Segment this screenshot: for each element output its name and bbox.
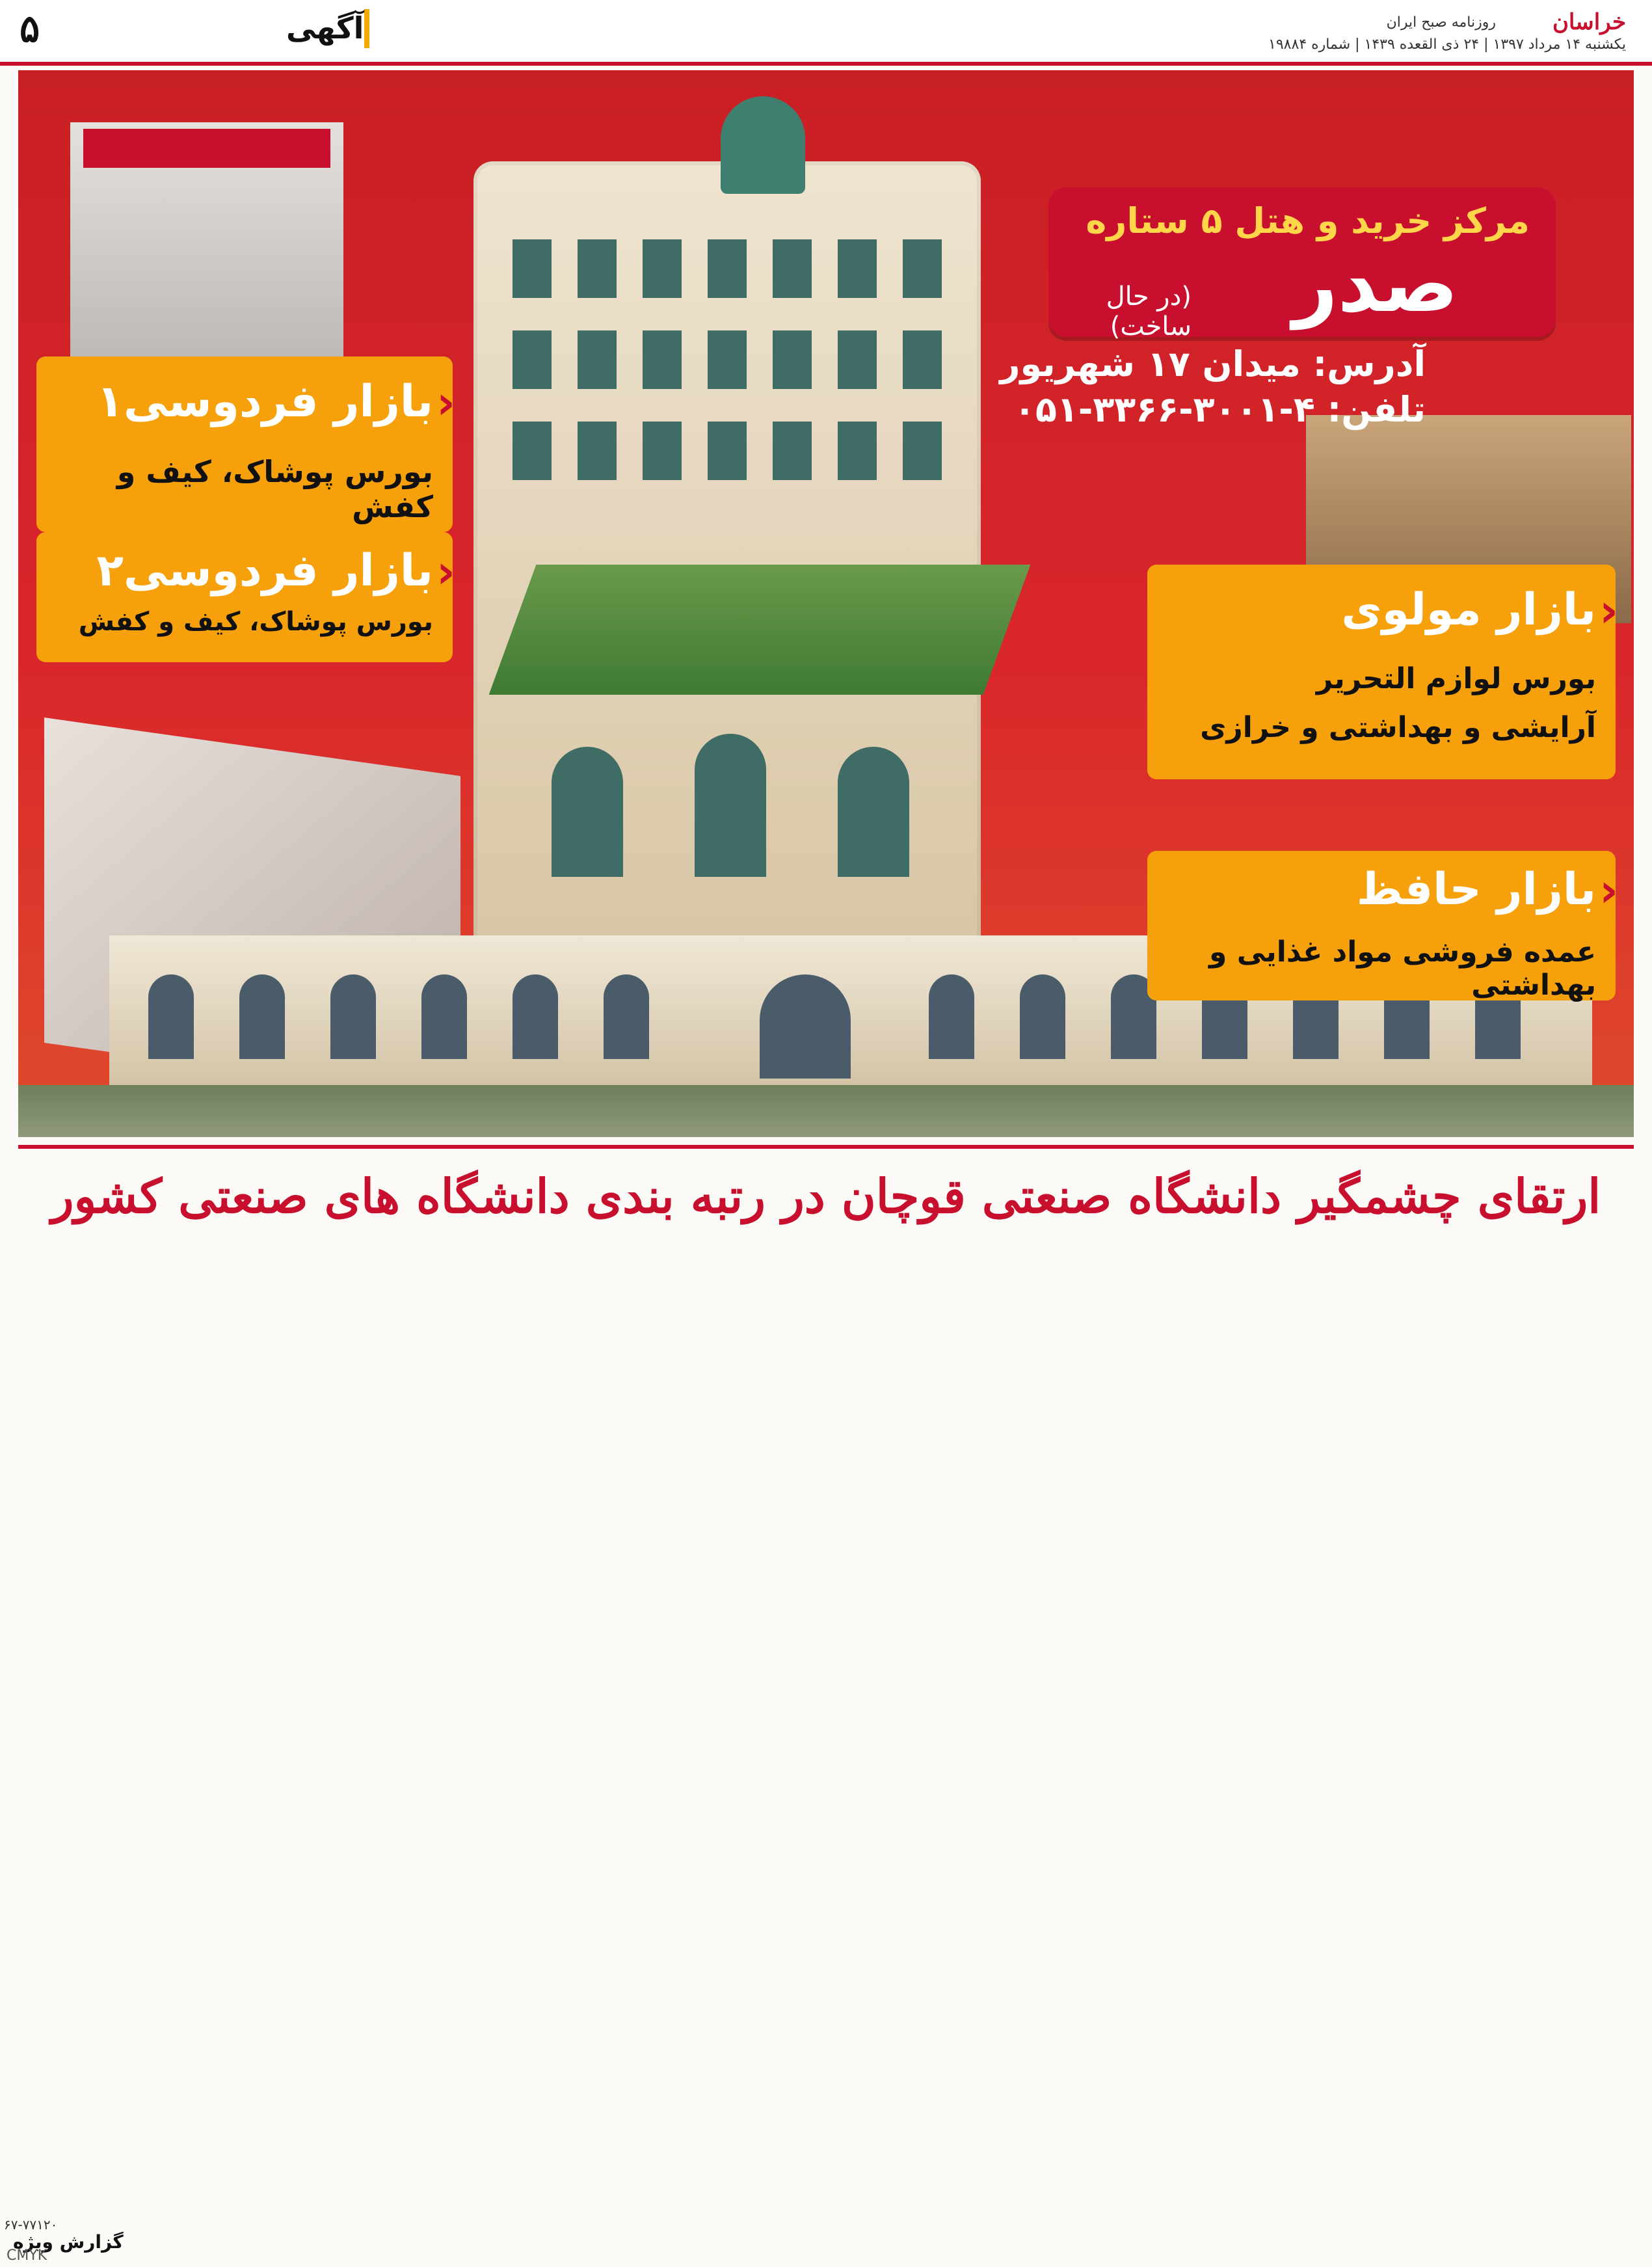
ad-phone: تلفن: ۴-۳۰۰۱-۳۳۶۶-۰۵۱ bbox=[1014, 389, 1426, 430]
newspaper-tagline: روزنامه صبح ایران bbox=[1386, 14, 1496, 31]
article-byline: گزارش ویژه bbox=[13, 2231, 124, 2253]
section-label: آگهی bbox=[286, 10, 364, 46]
newspaper-logo: خراسان bbox=[1552, 9, 1626, 35]
ad-headline: مرکز خرید و هتل ۵ ستاره bbox=[1086, 200, 1530, 241]
ferdowsi2-desc: بورس پوشاک، کیف و کفش bbox=[78, 607, 433, 637]
ferdowsi2-name: بازار فردوسی۲ bbox=[96, 545, 433, 597]
sadr-hotel-building-image bbox=[473, 161, 981, 942]
hafez-desc: عمده فروشی مواد غذایی و بهداشتی bbox=[1209, 935, 1596, 1002]
chevron-left-icon: ‹ bbox=[436, 545, 455, 598]
article-title: ارتقای چشمگیر دانشگاه صنعتی قوچان در رتبه بندی دانشگاه های صنعتی کشور bbox=[51, 1168, 1601, 1224]
sadr-headline-box bbox=[1048, 187, 1556, 342]
hotel-dome-image bbox=[721, 96, 805, 194]
page-number: ۵ bbox=[20, 7, 40, 51]
ad-brand-name: صدر bbox=[1292, 239, 1458, 330]
chevron-left-icon: ‹ bbox=[436, 376, 455, 429]
chevron-left-icon: ‹ bbox=[1599, 584, 1618, 637]
panel-hafez bbox=[1147, 851, 1616, 1000]
section-divider bbox=[364, 9, 369, 48]
complex-banner-image bbox=[83, 129, 330, 168]
issue-date-line: یکشنبه ۱۴ مرداد ۱۳۹۷ | ۲۴ ذی القعده ۱۴۳۹ | شماره ۱۹۸۸۴ bbox=[1268, 36, 1626, 53]
ad-code: ۶۷-۷۷۱۲۰ bbox=[4, 2217, 58, 2233]
panel-molavi bbox=[1147, 565, 1616, 779]
chevron-left-icon: ‹ bbox=[1599, 864, 1618, 917]
panel-ferdowsi2 bbox=[36, 532, 453, 662]
molavi-desc-1: بورس لوازم التحریر bbox=[1316, 662, 1596, 695]
cmyk-mark: CMYK bbox=[7, 2247, 47, 2264]
ferdowsi1-desc: بورس پوشاک، کیف و کفش bbox=[116, 454, 433, 524]
ad-brand-note: (در حال ساخت) bbox=[1106, 282, 1192, 342]
roof-garden-image bbox=[489, 565, 1031, 695]
molavi-name: بازار مولوی bbox=[1341, 584, 1596, 636]
ad-address: آدرس: میدان ۱۷ شهریور bbox=[1000, 343, 1426, 384]
advertisement-sadr bbox=[18, 70, 1634, 1137]
ground-image bbox=[18, 1085, 1634, 1137]
article-quchan-university bbox=[18, 1145, 1634, 2248]
page-header bbox=[0, 0, 1652, 66]
hafez-name: بازار حافظ bbox=[1356, 864, 1596, 915]
panel-ferdowsi1 bbox=[36, 356, 453, 532]
ferdowsi1-name: بازار فردوسی۱ bbox=[96, 376, 433, 427]
molavi-desc-2: آرایشی و بهداشتی و خرازی bbox=[1200, 711, 1596, 744]
